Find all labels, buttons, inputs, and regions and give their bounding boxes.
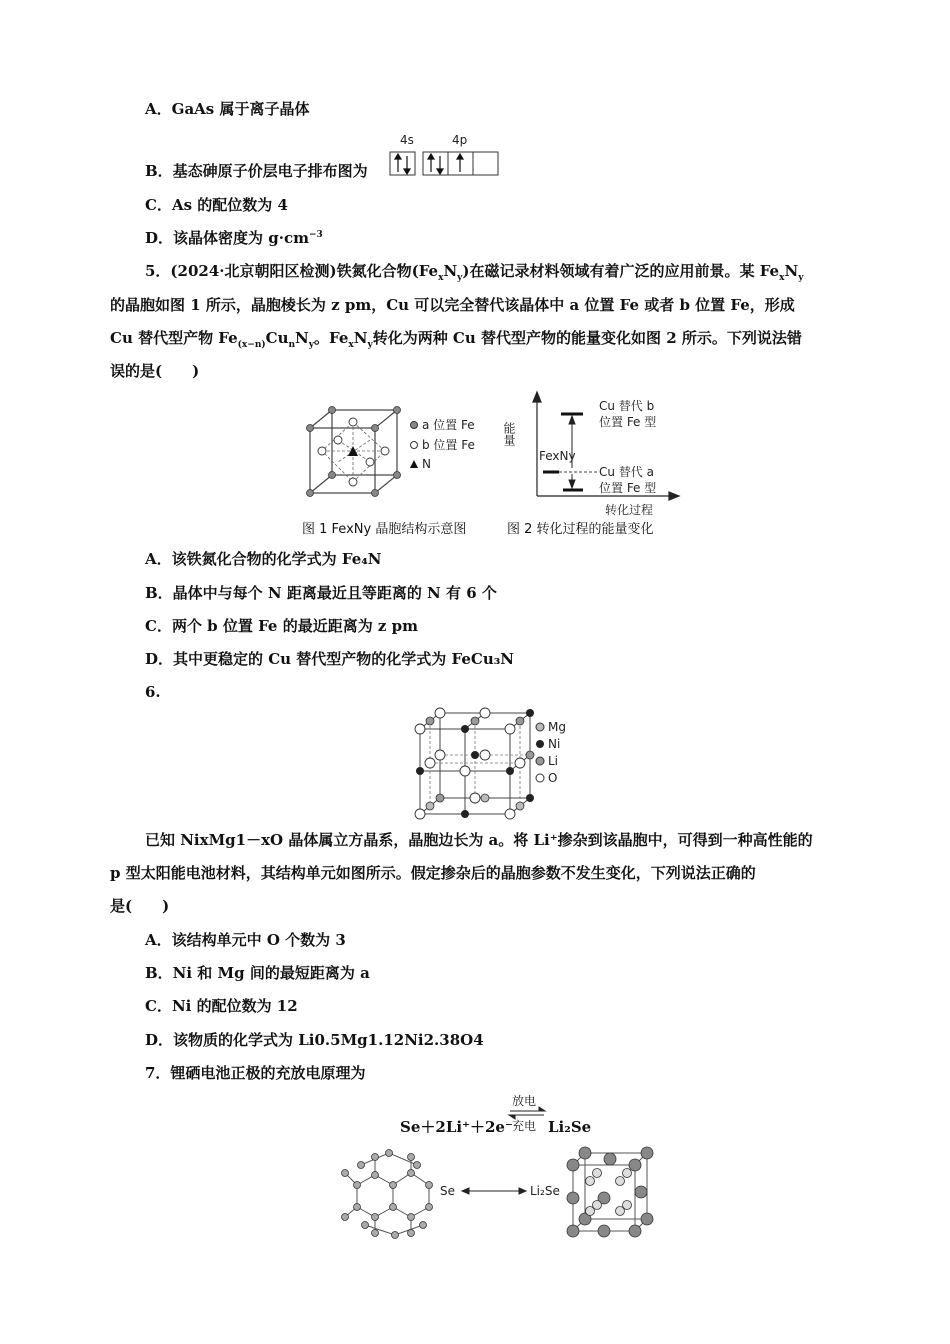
q6-number: 6. xyxy=(145,683,161,701)
li2se-label: Li₂Se xyxy=(530,1184,560,1198)
orbital-4s-label: 4s xyxy=(400,133,414,147)
legend-li: Li xyxy=(548,754,559,768)
q6-stem-line2: p 型太阳能电池材料，其结构单元如图所示。假定掺杂后的晶胞参数不发生变化，下列说法正确的 xyxy=(110,864,756,882)
q5-stem-line4: 误的是( ) xyxy=(110,362,200,380)
q6-option-d: D．该物质的化学式为 Li0.5Mg1.12Ni2.38O4 xyxy=(145,1031,484,1049)
legend-o: O xyxy=(548,771,558,785)
cu-a-line2: 位置 Fe 型 xyxy=(599,481,657,495)
cu-b-line1: Cu 替代 b xyxy=(599,399,655,413)
q7-stem: 7．锂硒电池正极的充放电原理为 xyxy=(145,1064,366,1082)
se-li2se-figure xyxy=(335,1145,655,1240)
q4-option-b: B．基态砷原子价层电子排布图为 xyxy=(145,162,368,180)
figure1-caption: 图 1 FexNy 晶胞结构示意图 xyxy=(302,522,467,537)
orbital-diagram xyxy=(388,130,503,178)
cu-a-line1: Cu 替代 a xyxy=(599,465,654,479)
q4-option-d: D．该晶体密度为 $g\cdot cm^{-3}$ xyxy=(145,229,323,247)
legend-ni: Ni xyxy=(548,737,561,751)
q5-option-c: C．两个 b 位置 Fe 的最近距离为 z pm xyxy=(145,617,419,635)
energy-diagram xyxy=(502,388,690,517)
legend-b-fe: b 位置 Fe xyxy=(422,438,475,452)
q5-stem-line2: 的晶胞如图 1 所示，晶胞棱长为 z pm，Cu 可以完全替代该晶体中 a 位置 Fe 或者 b 位置 Fe，形成 xyxy=(110,296,795,314)
nimgo-cell-figure xyxy=(412,705,592,820)
fexny-cell-figure xyxy=(300,400,500,510)
orbital-4p-label: 4p xyxy=(452,133,468,147)
q5-option-a: A．该铁氮化合物的化学式为 Fe₄N xyxy=(145,550,382,568)
legend-n: N xyxy=(422,457,431,471)
q4-option-a: A．GaAs 属于离子晶体 xyxy=(145,100,310,118)
charge-label: 充电 xyxy=(512,1119,537,1133)
q5-stem-line1: 5．(2024·北京朝阳区检测)铁氮化合物$(Fe_xN_y)$在磁记录材料领域有着广泛的应用前景。某 $Fe_xN_y$ xyxy=(145,262,804,283)
q7-equation-left: Se＋2Li⁺＋2e⁻ xyxy=(400,1118,513,1136)
process-axis-label: 转化过程 xyxy=(605,503,654,517)
se-label: Se xyxy=(440,1184,455,1198)
q6-stem-line1: 已知 NixMg1－xO 晶体属立方晶系，晶胞边长为 a。将 Li⁺掺杂到该晶胞中，可得到一种高性能的 xyxy=(145,831,813,849)
q6-stem-line3: 是( ) xyxy=(110,897,170,915)
reversible-arrow xyxy=(508,1092,548,1138)
cu-b-line2: 位置 Fe 型 xyxy=(599,415,657,429)
q5-option-d: D．其中更稳定的 Cu 替代型产物的化学式为 FeCu₃N xyxy=(145,650,515,668)
legend-mg: Mg xyxy=(548,720,566,734)
discharge-label: 放电 xyxy=(512,1094,537,1108)
q5-stem-line3: Cu 替代型产物 $Fe_{(x-n)}Cu_nN_y$。$Fe_xN_y$转化为两种 Cu 替代型产物的能量变化如图 2 所示。下列说法错 xyxy=(110,329,802,350)
figure2-caption: 图 2 转化过程的能量变化 xyxy=(507,522,654,537)
q6-option-a: A．该结构单元中 O 个数为 3 xyxy=(145,931,346,949)
energy-axis-label: 能量 xyxy=(502,422,516,446)
legend-a-fe: a 位置 Fe xyxy=(422,418,475,432)
q4-option-c: C．As 的配位数为 4 xyxy=(145,196,288,214)
q5-option-b: B．晶体中与每个 N 距离最近且等距离的 N 有 6 个 xyxy=(145,584,497,602)
q7-equation-right: Li₂Se xyxy=(548,1118,592,1136)
q6-option-b: B．Ni 和 Mg 间的最短距离为 a xyxy=(145,964,370,982)
q6-option-c: C．Ni 的配位数为 12 xyxy=(145,997,298,1015)
fexny-level-label: FexNy xyxy=(539,449,576,463)
